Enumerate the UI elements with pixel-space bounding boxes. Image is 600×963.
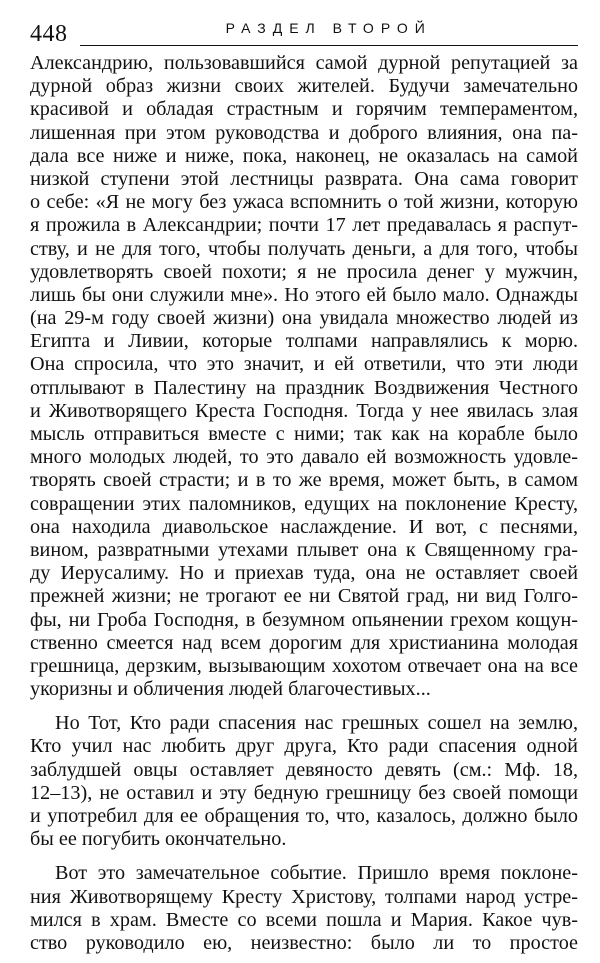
paragraph: [30, 862, 578, 955]
text-line: Но Тот, Кто ради спасения нас грешных сошел на землю,: [55, 712, 578, 735]
text-line: лишенная при этом руководства и доброго влияния, она па-: [30, 121, 578, 144]
text-line: укоризны и обличения людей благочестивых...: [30, 678, 431, 701]
text-line: дала все ниже и ниже, пока, наконец, не оказалась на самой: [30, 144, 578, 167]
text-line: совращении этих паломников, едущих на поклонение Кресту,: [30, 492, 578, 515]
text-line: мился в храм. Вместе со всеми пошла и Мария. Какое чув-: [30, 908, 578, 931]
paragraph-gap: [30, 851, 578, 862]
text-line: ство руководило ею, неизвестно: было ли то простое: [30, 931, 578, 954]
text-line: прежней жизни; не трогают ее ни Святой град, ни вид Голго-: [30, 585, 578, 608]
text-line: Александрию, пользовавшийся самой дурной репутацией за: [30, 52, 578, 74]
text-line: и Животворящего Креста Господня. Тогда у нее явилась злая: [30, 399, 578, 422]
text-line: ду Иерусалиму. Но и приехав туда, она не оставляет своей: [30, 562, 578, 585]
paragraph: [30, 52, 578, 701]
paragraph: [30, 712, 578, 851]
text-line: Вот это замечательное событие. Пришло время поклоне-: [55, 862, 578, 885]
paragraph-gap: [30, 701, 578, 712]
text-line: бы ее погубить окончательно.: [30, 828, 287, 851]
text-line: вином, развратными утехами плывет она к Священному гра-: [30, 538, 578, 561]
text-line: Она спросила, что это значит, и ей ответили, что эти люди: [30, 353, 578, 376]
text-line: низкой ступени этой лестницы разврата. Она сама говорит: [30, 167, 578, 190]
text-line: отплывают в Палестину на праздник Воздвижения Честного: [30, 376, 578, 399]
running-head: [30, 14, 578, 46]
text-line: фы, ни Гроба Господня, в безумном опьянении грехом кощун-: [30, 608, 578, 631]
text-line: она находила диавольское наслаждение. И вот, с песнями,: [30, 515, 578, 538]
text-line: Кто учил нас любить друг друга, Кто ради спасения одной: [30, 735, 578, 758]
text-line: красивой и обладая страстным и горячим темпераментом,: [30, 98, 578, 121]
text-line: ния Животворящему Кресту Христову, толпами народ устре-: [30, 885, 578, 908]
text-line: удовлетворять своей похоти; я не просила денег у мужчин,: [30, 260, 578, 283]
text-line: я прожила в Александрии; почти 17 лет предавалась я распут-: [30, 214, 578, 237]
text-line: Египта и Ливии, которые толпами направлялись к морю.: [30, 330, 578, 353]
body-text: [30, 52, 578, 955]
text-line: ству, и не для того, чтобы получать деньги, а для того, чтобы: [30, 237, 578, 260]
running-head-rule: [80, 21, 579, 46]
running-title: РАЗДЕЛ ВТОРОЙ: [225, 20, 432, 36]
text-line: мысль отправиться вместе с ними; так как на корабле было: [30, 423, 578, 445]
text-line: грешница, дерзким, вызывающим хохотом отвечает она на все: [30, 654, 578, 677]
book-page: [30, 14, 578, 955]
text-line: и употребил для ее обращения то, что, казалось, должно было: [30, 805, 578, 827]
text-line: много молодых людей, то это давало ей возможность удовле-: [30, 446, 578, 469]
text-line: 12–13), не оставил и эту бедную грешницу без своей помощи: [30, 781, 578, 804]
page-number: 448: [30, 21, 68, 47]
text-line: заблудшей овцы оставляет девяносто девять (см.: Мф. 18,: [30, 758, 578, 781]
text-line: дурной образ жизни своих жителей. Будучи замечательно: [30, 75, 578, 98]
text-line: лишь бы они служили мне». Но этого ей было мало. Однажды: [30, 283, 578, 306]
text-line: (на 29-м году своей жизни) она увидала множество людей из: [30, 307, 578, 330]
text-line: о себе: «Я не могу без ужаса вспомнить о той жизни, которую: [30, 191, 578, 214]
text-line: творять своей страсти; и в то же время, может быть, в самом: [30, 469, 578, 492]
text-line: ственно смеется над всем дорогим для христианина молодая: [30, 631, 578, 654]
